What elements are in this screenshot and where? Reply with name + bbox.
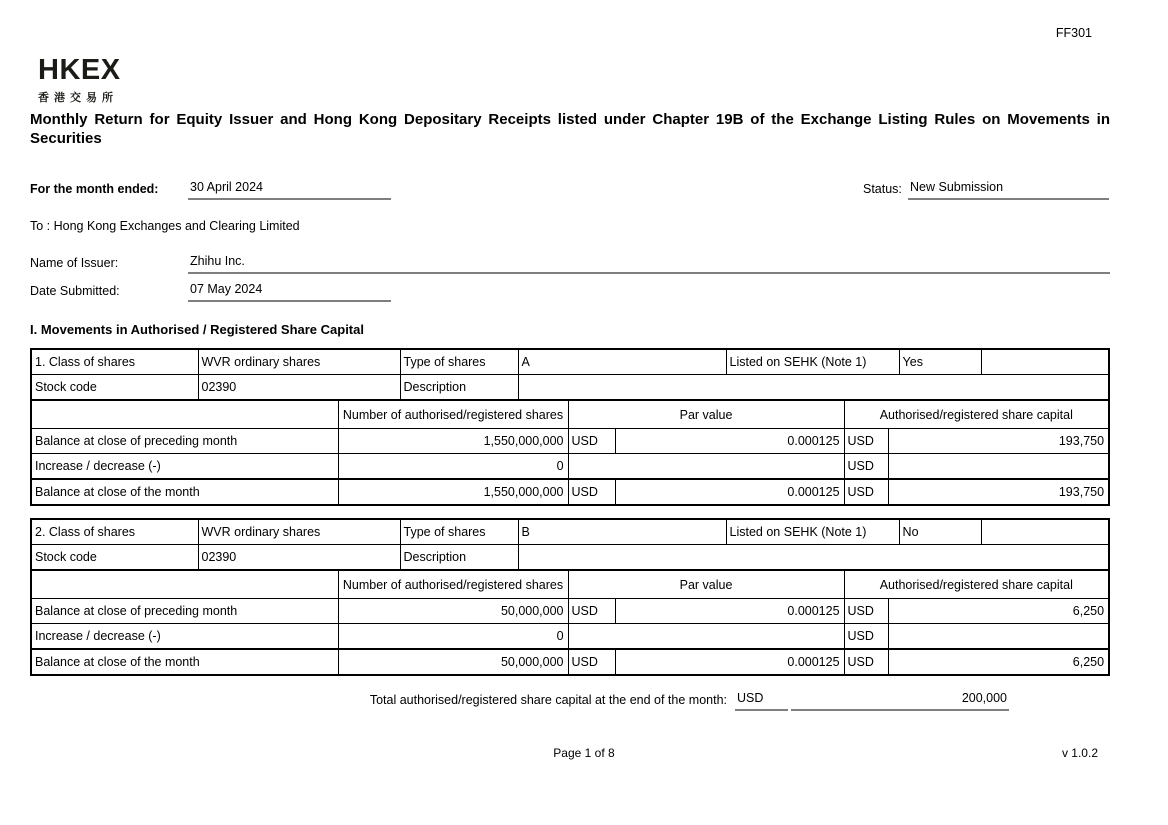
form-code: FF301: [1055, 26, 1092, 40]
total-capital-currency: USD: [735, 691, 788, 711]
class-of-shares-value: WVR ordinary shares: [198, 519, 400, 545]
table-row: [31, 624, 1109, 650]
capital-value: 6,250: [888, 649, 1109, 675]
table-row: [31, 429, 1109, 454]
shares-value: 0: [338, 454, 568, 480]
issuer-name-field: Zhihu Inc.: [188, 254, 1110, 274]
class-of-shares-label: 1. Class of shares: [31, 349, 198, 375]
col-header-capital: Authorised/registered share capital: [844, 400, 1109, 429]
table-row: [31, 519, 1109, 545]
listed-on-sehk-value: No: [899, 519, 981, 545]
par-value: 0.000125: [615, 479, 844, 505]
empty-cell: [981, 349, 1109, 375]
table-header-row: [31, 570, 1109, 599]
stock-code-value: 02390: [198, 375, 400, 401]
currency-cell: USD: [844, 599, 888, 624]
listed-on-sehk-label: Listed on SEHK (Note 1): [726, 519, 899, 545]
description-label: Description: [400, 375, 518, 401]
stock-code-label: Stock code: [31, 545, 198, 571]
empty-cell: [981, 519, 1109, 545]
class-of-shares-value: WVR ordinary shares: [198, 349, 400, 375]
col-header-par-value: Par value: [568, 400, 844, 429]
stock-code-value: 02390: [198, 545, 400, 571]
total-capital-value: 200,000: [791, 691, 1009, 711]
total-capital-label: Total authorised/registered share capital at the end of the month:: [369, 693, 727, 707]
table-row: [31, 649, 1109, 675]
empty-cell: [31, 400, 338, 429]
stock-code-label: Stock code: [31, 375, 198, 401]
currency-cell: USD: [844, 479, 888, 505]
currency-cell: USD: [844, 649, 888, 675]
currency-cell: USD: [844, 624, 888, 650]
table-row: [31, 479, 1109, 505]
row-label: Balance at close of the month: [31, 479, 338, 505]
date-submitted-label: Date Submitted:: [30, 284, 120, 298]
col-header-par-value: Par value: [568, 570, 844, 599]
share-capital-table-1: [30, 348, 1110, 506]
empty-cell: [568, 454, 844, 480]
page-number: Page 1 of 8: [553, 746, 615, 760]
class-of-shares-label: 2. Class of shares: [31, 519, 198, 545]
date-submitted-field: 07 May 2024: [188, 282, 391, 302]
capital-value: 6,250: [888, 599, 1109, 624]
currency-cell: USD: [568, 479, 615, 505]
shares-value: 1,550,000,000: [338, 429, 568, 454]
capital-value: 193,750: [888, 479, 1109, 505]
capital-value: [888, 454, 1109, 480]
issuer-name-label: Name of Issuer:: [30, 256, 119, 270]
capital-value: 193,750: [888, 429, 1109, 454]
share-capital-table-2: [30, 518, 1110, 676]
par-value: 0.000125: [615, 599, 844, 624]
col-header-shares: Number of authorised/registered shares: [338, 570, 568, 599]
description-value: [518, 375, 1109, 401]
par-value: 0.000125: [615, 649, 844, 675]
hkex-logo-text: HKEX: [38, 54, 121, 86]
row-label: Increase / decrease (-): [31, 624, 338, 650]
shares-value: 0: [338, 624, 568, 650]
row-label: Increase / decrease (-): [31, 454, 338, 480]
par-value: 0.000125: [615, 429, 844, 454]
currency-cell: USD: [568, 429, 615, 454]
row-label: Balance at close of preceding month: [31, 599, 338, 624]
page-title: Monthly Return for Equity Issuer and Hong Kong Depositary Receipts listed under Chapter 19B of the Exchange Listing Rules on Movements in Securities: [30, 111, 1110, 147]
month-ended-field: 30 April 2024: [188, 180, 391, 200]
col-header-shares: Number of authorised/registered shares: [338, 400, 568, 429]
empty-cell: [31, 570, 338, 599]
status-field: New Submission: [908, 180, 1109, 200]
table-row: [31, 349, 1109, 375]
empty-cell: [568, 624, 844, 650]
type-of-shares-label: Type of shares: [400, 349, 518, 375]
version-label: v 1.0.2: [1061, 746, 1098, 760]
row-label: Balance at close of preceding month: [31, 429, 338, 454]
shares-value: 50,000,000: [338, 599, 568, 624]
currency-cell: USD: [844, 454, 888, 480]
addressee-line: To : Hong Kong Exchanges and Clearing Limited: [30, 219, 300, 233]
type-of-shares-value: B: [518, 519, 726, 545]
currency-cell: USD: [568, 599, 615, 624]
table-header-row: [31, 400, 1109, 429]
hkex-logo: [38, 56, 121, 105]
shares-value: 50,000,000: [338, 649, 568, 675]
table-row: [31, 454, 1109, 480]
table-row: [31, 375, 1109, 401]
hkex-logo-chinese-text: 香港交易所: [38, 92, 118, 104]
description-label: Description: [400, 545, 518, 571]
status-label: Status:: [863, 182, 902, 196]
currency-cell: USD: [844, 429, 888, 454]
table-row: [31, 599, 1109, 624]
type-of-shares-value: A: [518, 349, 726, 375]
col-header-capital: Authorised/registered share capital: [844, 570, 1109, 599]
shares-value: 1,550,000,000: [338, 479, 568, 505]
section1-heading: I. Movements in Authorised / Registered Share Capital: [30, 322, 364, 337]
type-of-shares-label: Type of shares: [400, 519, 518, 545]
listed-on-sehk-label: Listed on SEHK (Note 1): [726, 349, 899, 375]
table-row: [31, 545, 1109, 571]
month-ended-label: For the month ended:: [30, 182, 159, 196]
listed-on-sehk-value: Yes: [899, 349, 981, 375]
description-value: [518, 545, 1109, 571]
capital-value: [888, 624, 1109, 650]
row-label: Balance at close of the month: [31, 649, 338, 675]
currency-cell: USD: [568, 649, 615, 675]
